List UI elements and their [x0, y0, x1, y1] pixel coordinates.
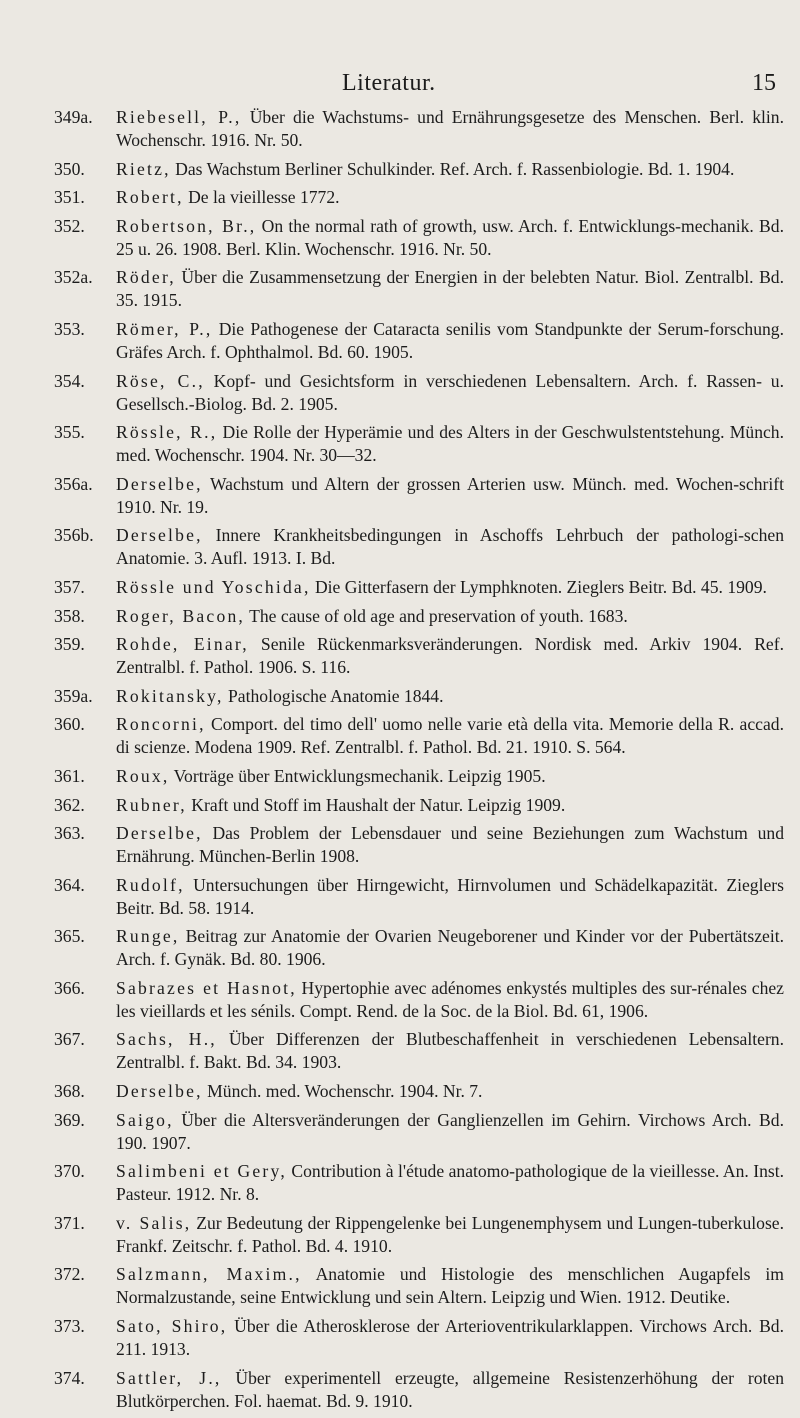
entry-citation: Das Wachstum Berliner Schulkinder. Ref. Arch. f. Rassenbiologie. Bd. 1. 1904. — [170, 158, 735, 179]
entry-author: Rubner, — [116, 794, 187, 815]
entry-text — [116, 685, 784, 708]
entry-number: 362. — [54, 794, 85, 815]
entry-citation: Die Pathogenese der Cataracta senilis vom Standpunkte der Serum-forschung. Gräfes Arch. f. Ophthalmol. Bd. 60. 1905. — [116, 318, 785, 362]
entry-number: 366. — [54, 977, 85, 998]
entry-citation: Zur Bedeutung der Rippengelenke bei Lungenemphysem und Lungen-tuberkulose. Frankf. Zeitschr. f. Pathol. Bd. 4. 1910. — [116, 1212, 784, 1256]
bibliography-entry — [54, 266, 784, 312]
entry-citation: Über die Altersveränderungen der Ganglienzellen im Gehirn. Virchows Arch. Bd. 190. 1907. — [116, 1109, 784, 1153]
entry-number: 359. — [54, 634, 85, 655]
entry-citation: Comport. del timo dell' uomo nelle varie età della vita. Memorie della R. accad. di scienze. Modena 1909. Ref. Zentralbl. f. Pathol. Bd. 21. 1910. S. 564. — [116, 714, 784, 758]
entry-text — [116, 605, 784, 628]
entry-text — [116, 215, 784, 261]
bibliography-entry — [54, 576, 784, 599]
entry-number: 356a. — [54, 473, 93, 494]
entry-citation: Senile Rückenmarksveränderungen. Nordisk med. Arkiv 1904. Ref. Zentralbl. f. Pathol. 1906. S. 116. — [116, 634, 784, 678]
entry-author: Röse, C., — [116, 370, 205, 391]
entry-number: 374. — [54, 1367, 85, 1388]
entry-author: Runge, — [116, 926, 180, 947]
entry-citation: Kopf- und Gesichtsform in verschiedenen Lebensaltern. Arch. f. Rassen- u. Gesellsch.-Biolog. Bd. 2. 1905. — [116, 370, 784, 414]
entry-citation: Über experimentell erzeugte, allgemeine Resistenzerhöhung der roten Blutkörperchen. Fol. haemat. Bd. 9. 1910. — [116, 1367, 785, 1411]
bibliography-entry — [54, 215, 784, 261]
bibliography-entry — [54, 1028, 784, 1074]
bibliography-entry — [54, 158, 784, 181]
entry-citation: Die Rolle der Hyperämie und des Alters in der Geschwulstentstehung. Münch. med. Wochenschr. 1904. Nr. 30—32. — [116, 422, 784, 466]
entry-author: Röder, — [116, 267, 176, 288]
entry-author: Derselbe, — [116, 823, 203, 844]
entry-author: Rokitansky, — [116, 685, 224, 706]
bibliography-entry — [54, 1315, 784, 1361]
entry-text — [116, 1028, 784, 1074]
entry-text — [116, 1109, 784, 1155]
entry-text — [116, 765, 784, 788]
entry-author: Sachs, H., — [116, 1029, 217, 1050]
entry-author: Derselbe, — [116, 1081, 203, 1102]
entry-citation: Wachstum und Altern der grossen Arterien usw. Münch. med. Wochen-schrift 1910. Nr. 19. — [116, 473, 784, 517]
bibliography-entry — [54, 794, 784, 817]
entry-number: 355. — [54, 422, 85, 443]
entry-citation: On the normal rath of growth, usw. Arch. f. Entwicklungs-mechanik. Bd. 25 u. 26. 1908. Berl. Klin. Wochenschr. 1916. Nr. 50. — [116, 215, 784, 259]
entry-text — [116, 794, 784, 817]
entry-author: Roux, — [116, 765, 170, 786]
entry-number: 360. — [54, 714, 85, 735]
section-title: Literatur. — [342, 70, 436, 96]
entry-citation: Über die Wachstums- und Ernährungsgesetze des Menschen. Berl. klin. Wochenschr. 1916. Nr. 50. — [116, 107, 784, 150]
entry-text — [116, 370, 784, 416]
bibliography-entry — [54, 524, 784, 570]
entry-author: Salzmann, Maxim., — [116, 1264, 302, 1285]
bibliography-entry — [54, 186, 784, 209]
bibliography-entry — [54, 605, 784, 628]
entry-text — [116, 977, 784, 1023]
entry-citation: Das Problem der Lebensdauer und seine Beziehungen zum Wachstum und Ernährung. München-Berlin 1908. — [116, 823, 784, 867]
entry-text — [116, 633, 784, 679]
bibliography-entry — [54, 421, 784, 467]
bibliography-entry — [54, 1160, 784, 1206]
bibliography-entry — [54, 874, 784, 920]
entry-text — [116, 1367, 784, 1413]
bibliography-entry — [54, 1212, 784, 1258]
entry-text — [116, 186, 784, 209]
entry-author: Riebesell, P., — [116, 107, 242, 127]
entry-number: 349a. — [54, 107, 93, 127]
bibliography-entry — [54, 106, 784, 152]
entry-author: Robert, — [116, 187, 184, 208]
entry-text — [116, 1080, 784, 1103]
entry-author: Rohde, Einar, — [116, 634, 249, 655]
entry-author: Sattler, J., — [116, 1367, 222, 1388]
entry-number: 361. — [54, 765, 85, 786]
entry-citation: Kraft und Stoff im Haushalt der Natur. Leipzig 1909. — [186, 794, 566, 815]
entry-number: 367. — [54, 1029, 85, 1050]
entry-number: 356b. — [54, 525, 94, 546]
bibliography-entry — [54, 633, 784, 679]
bibliography-entry — [54, 318, 784, 364]
entry-text — [116, 576, 784, 599]
entry-number: 369. — [54, 1109, 85, 1130]
entry-number: 353. — [54, 318, 85, 339]
entry-citation: Über Differenzen der Blutbeschaffenheit in verschiedenen Lebensaltern. Zentralbl. f. Bakt. Bd. 34. 1903. — [116, 1029, 784, 1073]
entry-number: 352a. — [54, 267, 93, 288]
entry-citation: Über die Zusammensetzung der Energien in der belebten Natur. Biol. Zentralbl. Bd. 35. 1915. — [116, 267, 784, 311]
entry-text — [116, 158, 784, 181]
entry-text — [116, 822, 784, 868]
bibliography-entry — [54, 977, 784, 1023]
entry-text — [116, 874, 784, 920]
entry-text — [116, 925, 784, 971]
bibliography-entry — [54, 925, 784, 971]
entry-author: Sabrazes et Hasnot, — [116, 977, 297, 998]
entry-citation: Hypertophie avec adénomes enkystés multiples des sur-rénales chez les vieillards et les sénils. Compt. Rend. de la Soc. de la Biol. Bd. 61, 1906. — [116, 977, 784, 1021]
entry-number: 352. — [54, 215, 85, 236]
entry-author: Rössle und Yoschida, — [116, 576, 311, 597]
entry-text — [116, 473, 784, 519]
running-header — [0, 70, 800, 100]
entry-text — [116, 318, 784, 364]
entry-number: 357. — [54, 576, 85, 597]
entry-author: v. Salis, — [116, 1212, 192, 1233]
entry-author: Rössle, R., — [116, 422, 218, 443]
bibliography-entry — [54, 685, 784, 708]
bibliography-entry — [54, 370, 784, 416]
bibliography-entry — [54, 713, 784, 759]
entry-author: Roncorni, — [116, 714, 206, 735]
bibliography-entry — [54, 473, 784, 519]
entry-citation: Über die Atherosklerose der Arterioventrikularklappen. Virchows Arch. Bd. 211. 1913. — [116, 1316, 785, 1360]
entry-citation: Vorträge über Entwicklungsmechanik. Leipzig 1905. — [169, 765, 546, 786]
entry-number: 351. — [54, 187, 85, 208]
entry-author: Roger, Bacon, — [116, 605, 246, 626]
entry-text — [116, 1212, 784, 1258]
entry-text — [116, 713, 784, 759]
entry-number: 364. — [54, 874, 85, 895]
entry-number: 363. — [54, 823, 85, 844]
entry-text — [116, 1315, 784, 1361]
entry-citation: De la vieillesse 1772. — [183, 187, 340, 208]
entry-number: 373. — [54, 1316, 85, 1337]
entry-author: Römer, P., — [116, 318, 213, 339]
entry-author: Derselbe, — [116, 525, 203, 546]
entry-author: Sato, Shiro, — [116, 1316, 228, 1337]
entry-number: 370. — [54, 1161, 85, 1182]
bibliography-entry — [54, 1263, 784, 1309]
entry-number: 365. — [54, 926, 85, 947]
bibliography-entry — [54, 1367, 784, 1413]
entry-number: 358. — [54, 605, 85, 626]
entry-text — [116, 524, 784, 570]
entry-text — [116, 1263, 784, 1309]
entry-number: 354. — [54, 370, 85, 391]
entry-citation: Beitrag zur Anatomie der Ovarien Neugeborener und Kinder vor der Pubertätszeit. Arch. f. Gynäk. Bd. 80. 1906. — [116, 926, 784, 970]
bibliography-entry — [54, 822, 784, 868]
entry-citation: Anatomie und Histologie des menschlichen Augapfels im Normalzustande, seine Entwicklung und sein Altern. Leipzig und Wien. 1912. Deutike. — [116, 1264, 784, 1308]
entry-author: Saigo, — [116, 1109, 174, 1130]
entry-author: Rietz, — [116, 158, 171, 179]
entry-author: Derselbe, — [116, 473, 203, 494]
entry-author: Salimbeni et Gery, — [116, 1161, 287, 1182]
entry-citation: Münch. med. Wochenschr. 1904. Nr. 7. — [202, 1081, 483, 1102]
entry-citation: Innere Krankheitsbedingungen in Aschoffs Lehrbuch der pathologi-schen Anatomie. 3. Aufl. 1913. I. Bd. — [116, 525, 784, 569]
entry-citation: The cause of old age and preservation of youth. 1683. — [245, 605, 628, 626]
entry-text — [116, 421, 784, 467]
entry-number: 372. — [54, 1264, 85, 1285]
bibliography-list — [54, 106, 784, 1418]
bibliography-entry — [54, 1080, 784, 1103]
entry-number: 350. — [54, 158, 85, 179]
entry-text — [116, 1160, 784, 1206]
entry-citation: Die Gitterfasern der Lymphknoten. Zieglers Beitr. Bd. 45. 1909. — [310, 576, 767, 597]
bibliography-entry — [54, 765, 784, 788]
entry-number: 368. — [54, 1081, 85, 1102]
entry-text — [116, 266, 784, 312]
page-number: 15 — [752, 70, 776, 96]
entry-citation: Untersuchungen über Hirngewicht, Hirnvolumen und Schädelkapazität. Zieglers Beitr. Bd. 58. 1914. — [116, 874, 784, 918]
entry-number: 371. — [54, 1212, 85, 1233]
entry-text — [116, 106, 784, 152]
entry-author: Robertson, Br., — [116, 215, 257, 236]
entry-citation: Pathologische Anatomie 1844. — [223, 685, 444, 706]
entry-citation: Contribution à l'étude anatomo-pathologique de la vieillesse. An. Inst. Pasteur. 1912. Nr. 8. — [116, 1161, 784, 1205]
bibliography-entry — [54, 1109, 784, 1155]
entry-author: Rudolf, — [116, 874, 185, 895]
entry-number: 359a. — [54, 685, 93, 706]
